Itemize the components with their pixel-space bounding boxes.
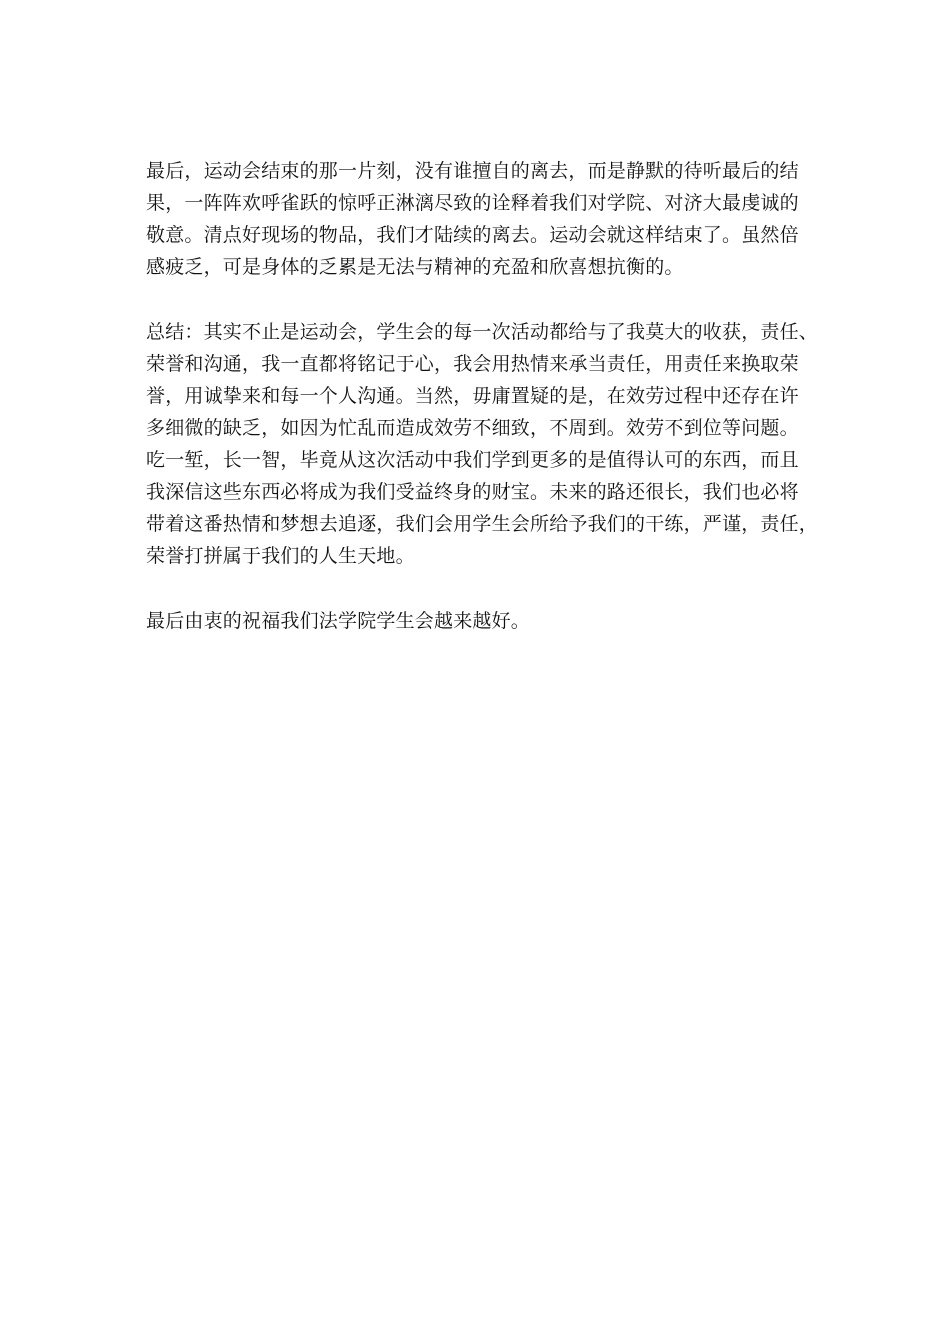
text-line: 感疲乏，可是身体的乏累是无法与精神的充盈和欣喜想抗衡的。 — [146, 256, 684, 278]
paragraph-closing-ceremony — [146, 155, 816, 283]
text-line: 总结：其实不止是运动会，学生会的每一次活动都给与了我莫大的收获，责任、 — [146, 321, 819, 343]
text-line: 果，一阵阵欢呼雀跃的惊呼正淋漓尽致的诠释着我们对学院、对济大最虔诚的 — [146, 192, 799, 214]
text-line: 多细微的缺乏，如因为忙乱而造成效劳不细致，不周到。效劳不到位等问题。 — [146, 417, 799, 439]
text-line: 我深信这些东西必将成为我们受益终身的财宝。未来的路还很长，我们也必将 — [146, 481, 799, 503]
text-line: 吃一堑，长一智，毕竟从这次活动中我们学到更多的是值得认可的东西，而且 — [146, 449, 799, 471]
text-line: 誉，用诚挚来和每一个人沟通。当然，毋庸置疑的是，在效劳过程中还存在许 — [146, 385, 799, 407]
text-line: 最后由衷的祝福我们法学院学生会越来越好。 — [146, 610, 531, 632]
text-line: 带着这番热情和梦想去追逐，我们会用学生会所给予我们的干练，严谨，责任， — [146, 513, 819, 535]
paragraph-gap — [146, 572, 816, 605]
text-line: 荣誉和沟通，我一直都将铭记于心，我会用热情来承当责任，用责任来换取荣 — [146, 353, 799, 375]
text-line: 敬意。清点好现场的物品，我们才陆续的离去。运动会就这样结束了。虽然倍 — [146, 224, 799, 246]
paragraph-summary — [146, 316, 819, 572]
text-line: 最后，运动会结束的那一片刻，没有谁擅自的离去，而是静默的待听最后的结 — [146, 160, 799, 182]
text-line: 荣誉打拼属于我们的人生天地。 — [146, 545, 415, 567]
document-body — [146, 155, 819, 637]
paragraph-gap — [146, 283, 816, 316]
paragraph-blessing — [146, 605, 816, 637]
